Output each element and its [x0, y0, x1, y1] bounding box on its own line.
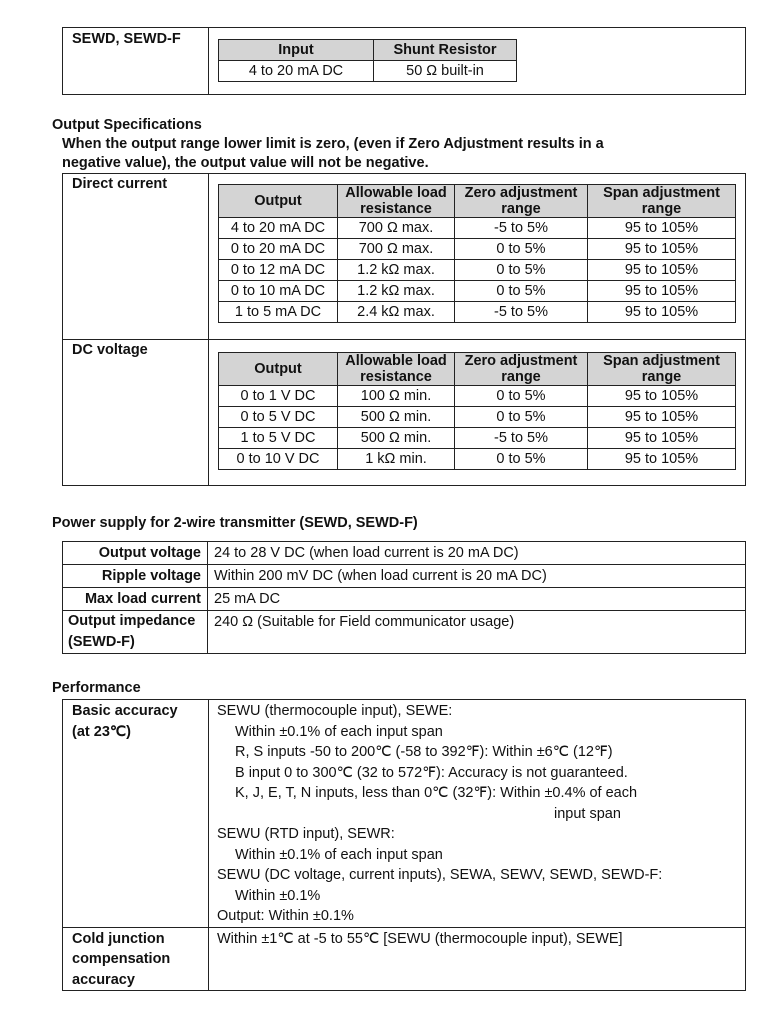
- span-cell: 95 to 105%: [588, 302, 736, 323]
- output-cell: 4 to 20 mA DC: [219, 218, 338, 239]
- power-key: Output impedance (SEWD-F): [63, 611, 208, 654]
- zero-cell: 0 to 5%: [455, 386, 588, 407]
- input-header: Input: [219, 40, 374, 61]
- table-row: [219, 218, 736, 239]
- table-row: [63, 565, 746, 588]
- accuracy-line: R, S inputs -50 to 200℃ (-58 to 392℉): Within ±6℃ (12℉): [235, 744, 613, 760]
- power-supply-table: [62, 541, 746, 654]
- input-spec-label-cell: [63, 28, 209, 95]
- cjc-value: Within ±1℃ at -5 to 55℃ [SEWU (thermocouple input), SEWE]: [217, 930, 623, 947]
- table-row: [219, 61, 517, 82]
- performance-heading: Performance: [52, 680, 141, 696]
- performance-table: [62, 699, 746, 991]
- table-row: [219, 302, 736, 323]
- cjc-label-2: compensation: [72, 951, 171, 967]
- accuracy-line: B input 0 to 300℃ (32 to 572℉): Accuracy is not guaranteed.: [235, 764, 628, 781]
- accuracy-line: Within ±0.1% of each input span: [235, 846, 443, 863]
- load-cell: 100 Ω min.: [338, 386, 455, 407]
- power-supply-heading: Power supply for 2-wire transmitter (SEWD, SEWD-F): [52, 515, 418, 531]
- shunt-header: Shunt Resistor: [374, 40, 517, 61]
- output-cell: 0 to 12 mA DC: [219, 260, 338, 281]
- dc-voltage-label: DC voltage: [72, 342, 148, 358]
- output-header: Output: [219, 353, 338, 386]
- load-cell: 1.2 kΩ max.: [338, 281, 455, 302]
- output-cell: 1 to 5 V DC: [219, 428, 338, 449]
- load-cell: 500 Ω min.: [338, 407, 455, 428]
- basic-accuracy-label: Basic accuracy: [72, 703, 178, 719]
- output-spec-table: [62, 173, 746, 486]
- input-value: 4 to 20 mA DC: [219, 61, 374, 82]
- zero-cell: 0 to 5%: [455, 449, 588, 470]
- accuracy-line: Within ±0.1% of each input span: [235, 723, 443, 740]
- direct-current-table: [218, 184, 736, 323]
- power-value: Within 200 mV DC (when load current is 20 mA DC): [208, 565, 746, 588]
- span-cell: 95 to 105%: [588, 239, 736, 260]
- load-cell: 500 Ω min.: [338, 428, 455, 449]
- cjc-label-1: Cold junction: [72, 930, 165, 947]
- span-cell: 95 to 105%: [588, 428, 736, 449]
- load-header: Allowable load resistance: [338, 353, 455, 386]
- direct-current-label-cell: [63, 174, 209, 340]
- output-cell: 0 to 10 V DC: [219, 449, 338, 470]
- table-row: [63, 588, 746, 611]
- power-key: Max load current: [63, 588, 208, 611]
- span-cell: 95 to 105%: [588, 407, 736, 428]
- table-row: [63, 611, 746, 654]
- load-cell: 2.4 kΩ max.: [338, 302, 455, 323]
- load-cell: 1 kΩ min.: [338, 449, 455, 470]
- power-key: Output voltage: [63, 542, 208, 565]
- table-row: [219, 449, 736, 470]
- span-cell: 95 to 105%: [588, 218, 736, 239]
- dc-voltage-label-cell: [63, 340, 209, 486]
- table-row: [219, 428, 736, 449]
- span-header: Span adjustment range: [588, 185, 736, 218]
- span-header: Span adjustment range: [588, 353, 736, 386]
- load-header: Allowable load resistance: [338, 185, 455, 218]
- span-cell: 95 to 105%: [588, 386, 736, 407]
- input-spec-content-cell: [209, 28, 746, 95]
- accuracy-line: input span: [554, 805, 621, 822]
- output-note-line1: When the output range lower limit is zero, (even if Zero Adjustment results in a: [62, 136, 604, 152]
- table-row: [219, 239, 736, 260]
- zero-cell: 0 to 5%: [455, 260, 588, 281]
- output-cell: 1 to 5 mA DC: [219, 302, 338, 323]
- load-cell: 1.2 kΩ max.: [338, 260, 455, 281]
- table-row: [219, 386, 736, 407]
- span-cell: 95 to 105%: [588, 449, 736, 470]
- accuracy-line: SEWU (RTD input), SEWR:: [217, 826, 395, 842]
- zero-cell: 0 to 5%: [455, 281, 588, 302]
- accuracy-line: Output: Within ±0.1%: [217, 908, 354, 924]
- basic-accuracy-label-cell: [63, 700, 209, 928]
- dc-voltage-table: [218, 352, 736, 470]
- table-row: [219, 260, 736, 281]
- output-cell: 0 to 5 V DC: [219, 407, 338, 428]
- accuracy-line: SEWU (DC voltage, current inputs), SEWA, SEWV, SEWD, SEWD-F:: [217, 867, 663, 883]
- table-row: [63, 542, 746, 565]
- zero-header: Zero adjustment range: [455, 353, 588, 386]
- shunt-value: 50 Ω built-in: [374, 61, 517, 82]
- zero-cell: -5 to 5%: [455, 218, 588, 239]
- span-cell: 95 to 105%: [588, 281, 736, 302]
- cjc-content: [209, 927, 746, 991]
- power-value: 24 to 28 V DC (when load current is 20 mA DC): [208, 542, 746, 565]
- dc-voltage-content-cell: [209, 340, 746, 486]
- zero-cell: -5 to 5%: [455, 302, 588, 323]
- table-row: [219, 281, 736, 302]
- output-cell: 0 to 1 V DC: [219, 386, 338, 407]
- load-cell: 700 Ω max.: [338, 218, 455, 239]
- power-key: Ripple voltage: [63, 565, 208, 588]
- direct-current-label: Direct current: [72, 176, 168, 192]
- zero-header: Zero adjustment range: [455, 185, 588, 218]
- basic-accuracy-temp: (at 23℃): [72, 723, 131, 740]
- output-header: Output: [219, 185, 338, 218]
- basic-accuracy-content: [209, 700, 746, 928]
- output-cell: 0 to 10 mA DC: [219, 281, 338, 302]
- input-spec-label: SEWD, SEWD-F: [72, 31, 181, 47]
- power-value: 240 Ω (Suitable for Field communicator usage): [208, 611, 746, 654]
- span-cell: 95 to 105%: [588, 260, 736, 281]
- zero-cell: 0 to 5%: [455, 239, 588, 260]
- accuracy-line: Within ±0.1%: [235, 887, 321, 904]
- input-spec-table: [62, 27, 746, 95]
- direct-current-content-cell: [209, 174, 746, 340]
- load-cell: 700 Ω max.: [338, 239, 455, 260]
- power-value: 25 mA DC: [208, 588, 746, 611]
- table-row: [219, 407, 736, 428]
- input-table: [218, 39, 517, 82]
- cjc-label-cell: [63, 927, 209, 991]
- zero-cell: 0 to 5%: [455, 407, 588, 428]
- cjc-label-3: accuracy: [72, 971, 135, 988]
- accuracy-line: SEWU (thermocouple input), SEWE:: [217, 703, 453, 719]
- accuracy-line: K, J, E, T, N inputs, less than 0℃ (32℉): Within ±0.4% of each: [235, 785, 638, 801]
- zero-cell: -5 to 5%: [455, 428, 588, 449]
- output-cell: 0 to 20 mA DC: [219, 239, 338, 260]
- output-note-line2: negative value), the output value will not be negative.: [62, 155, 429, 171]
- output-spec-heading: Output Specifications: [52, 117, 202, 133]
